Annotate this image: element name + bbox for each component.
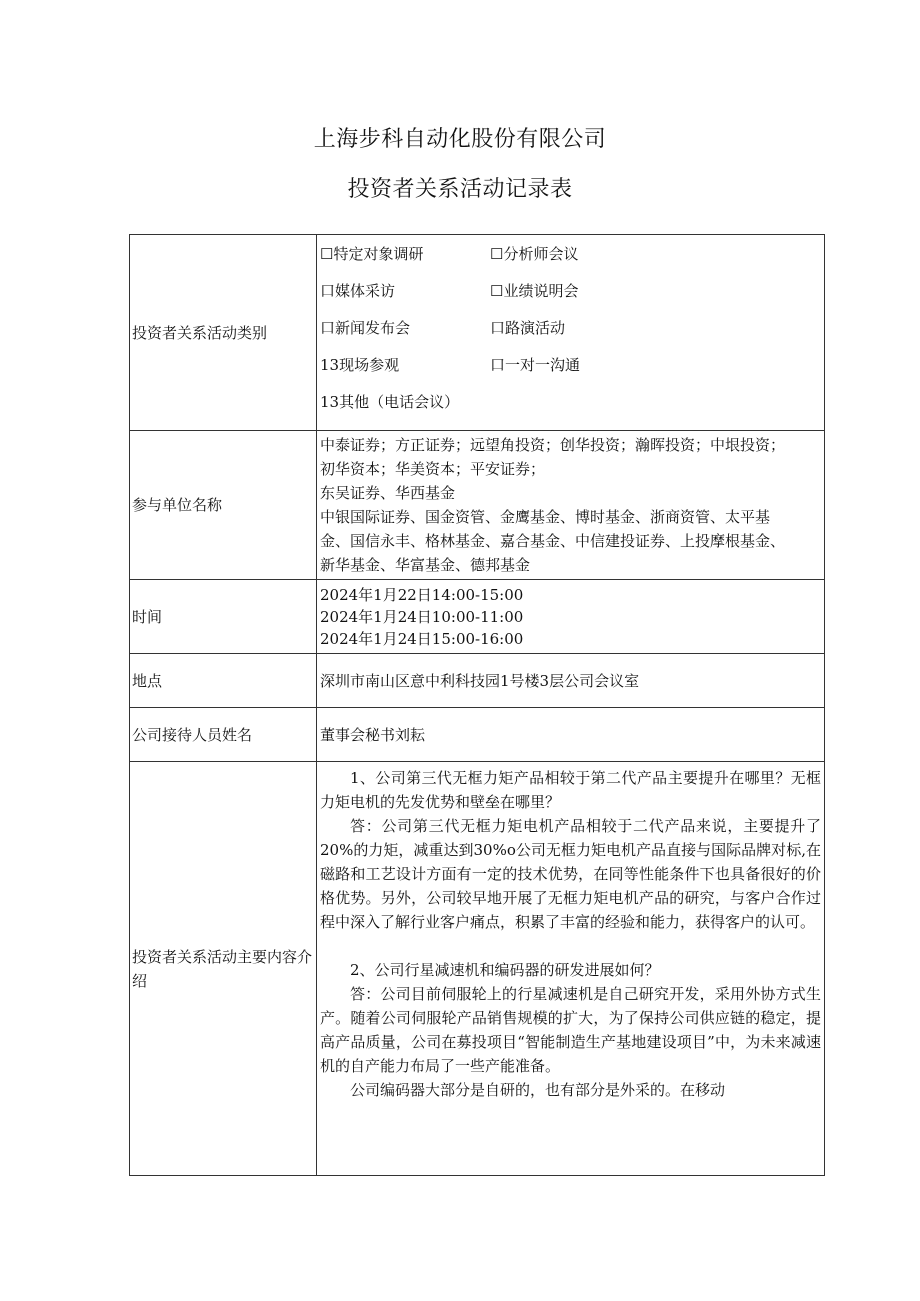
location-value: 深圳市南山区意中利科技园1号楼3层公司会议室 (317, 654, 825, 708)
content-body (317, 762, 825, 1176)
participant-line: 中泰证券；方正证券；远望角投资；创华投资；瀚晖投资；中垠投资； (320, 436, 786, 454)
participant-line: 中银国际证券、国金资管、金鹰基金、博时基金、浙商资管、太平基 (320, 508, 771, 526)
answer-2: 答：公司目前伺服轮上的行星减速机是自己研究开发，采用外协方式生产。随着公司伺服轮产品销售规模的扩大，为了保持公司供应链的稳定，提高产品质量，公司在募投项目“智能制造生产基地建设项目”中，为未来减速机的自产能力布局了一些产能准备。 (320, 985, 821, 1075)
participants-list (317, 431, 825, 580)
label-time: 时间 (130, 580, 317, 654)
option-item: 口路演活动 (490, 318, 566, 337)
question-1: 1、公司第三代无框力矩产品相较于第二代产品主要提升在哪里？无框力矩电机的先发优势和壁垒在哪里？ (320, 769, 821, 811)
reception-value: 董事会秘书刘耘 (317, 708, 825, 762)
label-activity-type: 投资者关系活动类别 (130, 235, 317, 431)
option-item: 口一对一沟通 (490, 355, 581, 374)
activity-type-options (317, 235, 825, 431)
option-row (320, 309, 821, 346)
row-reception (130, 708, 825, 762)
time-line: 2024年1月24日15:00-16:00 (320, 629, 524, 648)
option-item: 13现场参观 (320, 355, 400, 374)
participant-line: 东吴证券、华西基金 (320, 484, 456, 502)
row-time (130, 580, 825, 654)
spacer (320, 934, 821, 958)
time-line: 2024年1月22日14:00-15:00 (320, 585, 524, 604)
company-title: 上海步科自动化股份有限公司 (313, 127, 607, 152)
row-content (130, 762, 825, 1176)
participant-line: 初华资本；华美资本；平安证券； (320, 460, 546, 478)
option-row (320, 346, 821, 383)
paragraph-3: 公司编码器大部分是自研的，也有部分是外采的。在移动 (350, 1081, 726, 1099)
option-item: ☐特定对象调研 (320, 244, 424, 263)
option-item: ☐分析师会议 (490, 244, 579, 263)
option-row (320, 235, 821, 272)
option-item: 口新闻发布会 (320, 318, 411, 337)
question-2: 2、公司行星减速机和编码器的研发进展如何？ (350, 961, 660, 979)
option-item: ☐业绩说明会 (490, 281, 579, 300)
form-title: 投资者关系活动记录表 (347, 177, 573, 202)
label-content: 投资者关系活动主要内容介绍 (130, 762, 317, 1176)
option-item: 口媒体采访 (320, 281, 396, 300)
answer-1: 答：公司第三代无框力矩电机产品相较于二代产品来说，主要提升了20%的力矩，减重达到30%o公司无框力矩电机产品直接与国际品牌对标,在磁路和工艺设计方面有一定的技术优势，在同等性能条件下也具备很好的价格优势。另外，公司较早地开展了无框力矩电机产品的研究，与客户合作过程中深入了解行业客户痛点，积累了丰富的经验和能力，获得客户的认可。 (320, 817, 821, 931)
participant-line: 金、国信永丰、格林基金、嘉合基金、中信建投证券、上投摩根基金、 (320, 532, 786, 550)
row-activity-type (130, 235, 825, 431)
label-location: 地点 (130, 654, 317, 708)
row-participants (130, 431, 825, 580)
record-table (129, 234, 825, 1176)
option-item: 13其他（电话会议） (320, 392, 460, 411)
option-row (320, 272, 821, 309)
row-location (130, 654, 825, 708)
option-row (320, 383, 821, 420)
participant-line: 新华基金、华富基金、德邦基金 (320, 556, 531, 574)
label-reception: 公司接待人员姓名 (130, 708, 317, 762)
label-participants: 参与单位名称 (130, 431, 317, 580)
time-list (317, 580, 825, 654)
time-line: 2024年1月24日10:00-11:00 (320, 607, 524, 626)
